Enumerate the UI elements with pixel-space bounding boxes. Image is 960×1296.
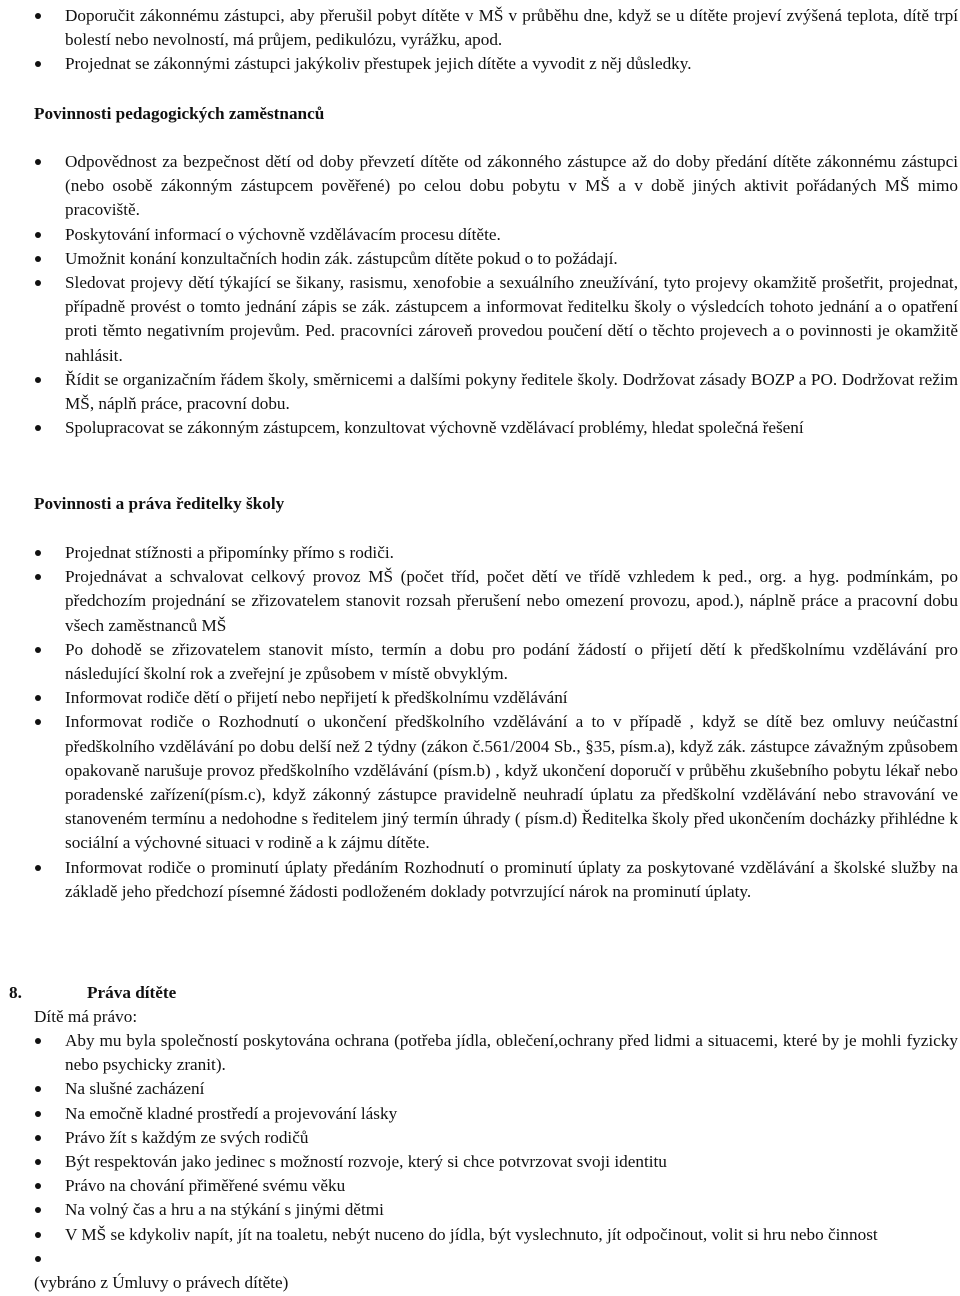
rights-source-note: (vybráno z Úmluvy o právech dítěte) <box>34 1273 289 1292</box>
section-heading-director-duties: Povinnosti a práva ředitelky školy <box>34 494 285 513</box>
staff-duties-list <box>34 150 958 440</box>
list-item: Projednat stížnosti a připomínky přímo s rodiči. <box>34 541 958 565</box>
child-rights-list <box>34 1029 958 1247</box>
list-item: Právo na chování přiměřené svému věku <box>34 1174 958 1198</box>
list-item: Na slušné zacházení <box>34 1077 958 1101</box>
list-item: Projednat se zákonnými zástupci jakýkoliv přestupek jejich dítěte a vyvodit z něj důsledky. <box>34 52 958 76</box>
section-heading-staff-duties: Povinnosti pedagogických zaměstnanců <box>34 104 325 123</box>
list-item: Řídit se organizačním řádem školy, směrnicemi a dalšími pokyny ředitele školy. Dodržovat zásady BOZP a PO. Dodržovat režim MŠ, náplň práce, pracovní dobu. <box>34 368 958 416</box>
list-item: Doporučit zákonnému zástupci, aby přerušil pobyt dítěte v MŠ v průběhu dne, když se u dítěte projeví zvýšená teplota, dítě trpí bolestí nebo nevolností, má průjem, pedikulózu, vyrážku, apod. <box>34 4 958 52</box>
list-item: Poskytování informací o výchovně vzdělávacím procesu dítěte. <box>34 223 958 247</box>
list-item: Projednávat a schvalovat celkový provoz MŠ (počet tříd, počet dětí ve třídě vzhledem k ped., org. a hyg. podmínkám, po předchozím projednání se zřizovatelem stanovit rozsah přerušení nebo omezení provozu, apod.), náplně práce a pracovní dobu všech zaměstnanců MŠ <box>34 565 958 638</box>
rights-intro: Dítě má právo: <box>34 1007 138 1026</box>
list-item: Sledovat projevy dětí týkající se šikany, rasismu, xenofobie a sexuálního zneužívání, tyto projevy okamžitě prošetřit, projednat, případně provést o tomto jednání zápis se zák. zástupcem a informovat ředitelku školy o výsledcích tohoto jednání a o opatření proti těmto negativním projevům. Ped. pracovníci zároveň provedou poučení dětí o těchto projevech a o povinnosti je okamžitě nahlásit. <box>34 271 958 368</box>
list-item: Na volný čas a hru a na stýkání s jinými dětmi <box>34 1198 958 1222</box>
list-item: Umožnit konání konzultačních hodin zák. zástupcům dítěte pokud o to požádají. <box>34 247 958 271</box>
list-item: Po dohodě se zřizovatelem stanovit místo, termín a dobu pro podání žádostí o přijetí dětí k předškolnímu vzdělávání pro následující školní rok a zveřejní je způsobem v místě obvyklým. <box>34 638 958 686</box>
list-item: Odpovědnost za bezpečnost dětí od doby převzetí dítěte od zákonného zástupce až do doby předání dítěte zákonnému zástupci (nebo osobě zákonným zástupcem pověřené) po celou dobu pobytu v MŠ a v době jiných aktivit pořádaných MŠ mimo pracoviště. <box>34 150 958 223</box>
intro-list <box>34 4 958 77</box>
list-item: Aby mu byla společností poskytována ochrana (potřeba jídla, oblečení,ochrany před lidmi a situacemi, které by je mohli fyzicky nebo psychicky zranit). <box>34 1029 958 1077</box>
director-duties-list <box>34 541 958 904</box>
list-item: Právo žít s každým ze svých rodičů <box>34 1126 958 1150</box>
list-item: Být respektován jako jedinec s možností rozvoje, který si chce potvrzovat svoji identitu <box>34 1150 958 1174</box>
list-item: V MŠ se kdykoliv napít, jít na toaletu, nebýt nuceno do jídla, být vyslechnuto, jít odpočinout, volit si hru nebo činnost <box>34 1223 958 1247</box>
list-item: Spolupracovat se zákonným zástupcem, konzultovat výchovně vzdělávací problémy, hledat společná řešení <box>34 416 958 440</box>
list-item: Informovat rodiče o prominutí úplaty předáním Rozhodnutí o prominutí úplaty za poskytované vzdělávání a školské služby na základě jeho předchozí písemné žádosti podloženém doklady potvrzující nárok na prominutí úplaty. <box>34 856 958 904</box>
section-number: 8. <box>9 983 22 1002</box>
list-item: Informovat rodiče dětí o přijetí nebo nepřijetí k předškolnímu vzdělávání <box>34 686 958 710</box>
section-title: Práva dítěte <box>87 983 177 1002</box>
list-item: Na emočně kladné prostředí a projevování lásky <box>34 1102 958 1126</box>
list-item: Informovat rodiče o Rozhodnutí o ukončení předškolního vzdělávání a to v případě , když se dítě bez omluvy neúčastní předškolního vzdělávání po dobu delší než 2 týdny (zákon č.561/2004 Sb., §35, písm.a), když zák. zástupce závažným způsobem opakovaně narušuje provoz předškolního vzdělávání (písm.b) , když ukončení doporučí v průběhu zkušebního pobytu lékař nebo poradenské zařízení(písm.c), když zákonný zástupce pravidelně neuhradí úplatu za předškolní vzdělávání nebo stravování ve stanoveném termínu a nedohodne s ředitelem jiný termín úhrady ( písm.d) Ředitelka školy před ukončením docházky přihlédne k sociální a výchovné situaci v rodině a k zájmu dítěte. <box>34 710 958 855</box>
